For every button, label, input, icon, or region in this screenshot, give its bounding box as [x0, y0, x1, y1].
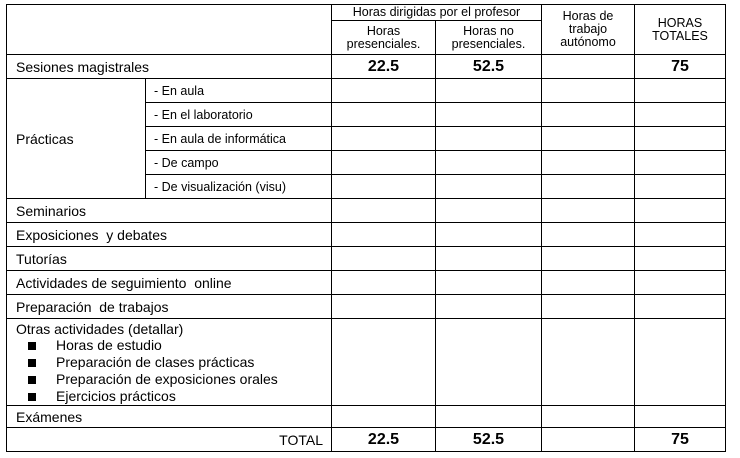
square-bullet-icon	[28, 376, 36, 384]
header-no-presenciales: Horas no presenciales.	[436, 21, 542, 55]
list-item: Horas de estudio	[16, 337, 331, 354]
list-item: Ejercicios prácticos	[16, 388, 331, 405]
practicas-item: - De campo	[146, 151, 332, 175]
square-bullet-icon	[28, 342, 36, 350]
examenes-label: Exámenes	[7, 406, 332, 428]
row-otras	[7, 319, 726, 406]
total-total: 75	[635, 428, 726, 452]
header-empty-cell	[7, 5, 332, 55]
sesiones-total: 75	[635, 55, 726, 79]
list-item: Preparación de clases prácticas	[16, 354, 331, 371]
otras-label: Otras actividades (detallar)	[16, 321, 184, 337]
total-autonomo	[542, 428, 635, 452]
sesiones-label: Sesiones magistrales	[7, 55, 332, 79]
practicas-item: - En aula	[146, 79, 332, 103]
practicas-item: - De visualización (visu)	[146, 175, 332, 199]
list-item: Preparación de exposiciones orales	[16, 371, 331, 388]
seminarios-label: Seminarios	[7, 199, 332, 223]
row-total	[7, 428, 726, 452]
row-seguimiento	[7, 271, 726, 295]
sesiones-presenciales: 22.5	[332, 55, 436, 79]
row-exposiciones	[7, 223, 726, 247]
tutorias-label: Tutorías	[7, 247, 332, 271]
preparacion-label: Preparación de trabajos	[7, 295, 332, 319]
row-examenes	[7, 406, 726, 428]
row-tutorias	[7, 247, 726, 271]
seguimiento-label: Actividades de seguimiento online	[7, 271, 332, 295]
total-no-presenciales: 52.5	[436, 428, 542, 452]
row-seminarios	[7, 199, 726, 223]
sesiones-no-presenciales: 52.5	[436, 55, 542, 79]
row-sesiones	[7, 55, 726, 79]
practicas-item: - En el laboratorio	[146, 103, 332, 127]
header-presenciales: Horas presenciales.	[332, 21, 436, 55]
total-label: TOTAL	[7, 428, 332, 452]
practicas-label: Prácticas	[7, 79, 146, 199]
header-dirigidas: Horas dirigidas por el profesor	[332, 5, 542, 21]
sesiones-autonomo	[542, 55, 635, 79]
hours-table	[6, 4, 726, 452]
row-preparacion	[7, 295, 726, 319]
otras-cell	[7, 319, 332, 406]
square-bullet-icon	[28, 393, 36, 401]
total-presenciales: 22.5	[332, 428, 436, 452]
header-autonomo: Horas de trabajo autónomo	[542, 5, 635, 55]
practicas-item: - En aula de informática	[146, 127, 332, 151]
header-totales: HORAS TOTALES	[635, 5, 726, 55]
row-practicas-aula	[7, 79, 726, 103]
otras-list	[16, 337, 331, 405]
exposiciones-label: Exposiciones y debates	[7, 223, 332, 247]
square-bullet-icon	[28, 359, 36, 367]
